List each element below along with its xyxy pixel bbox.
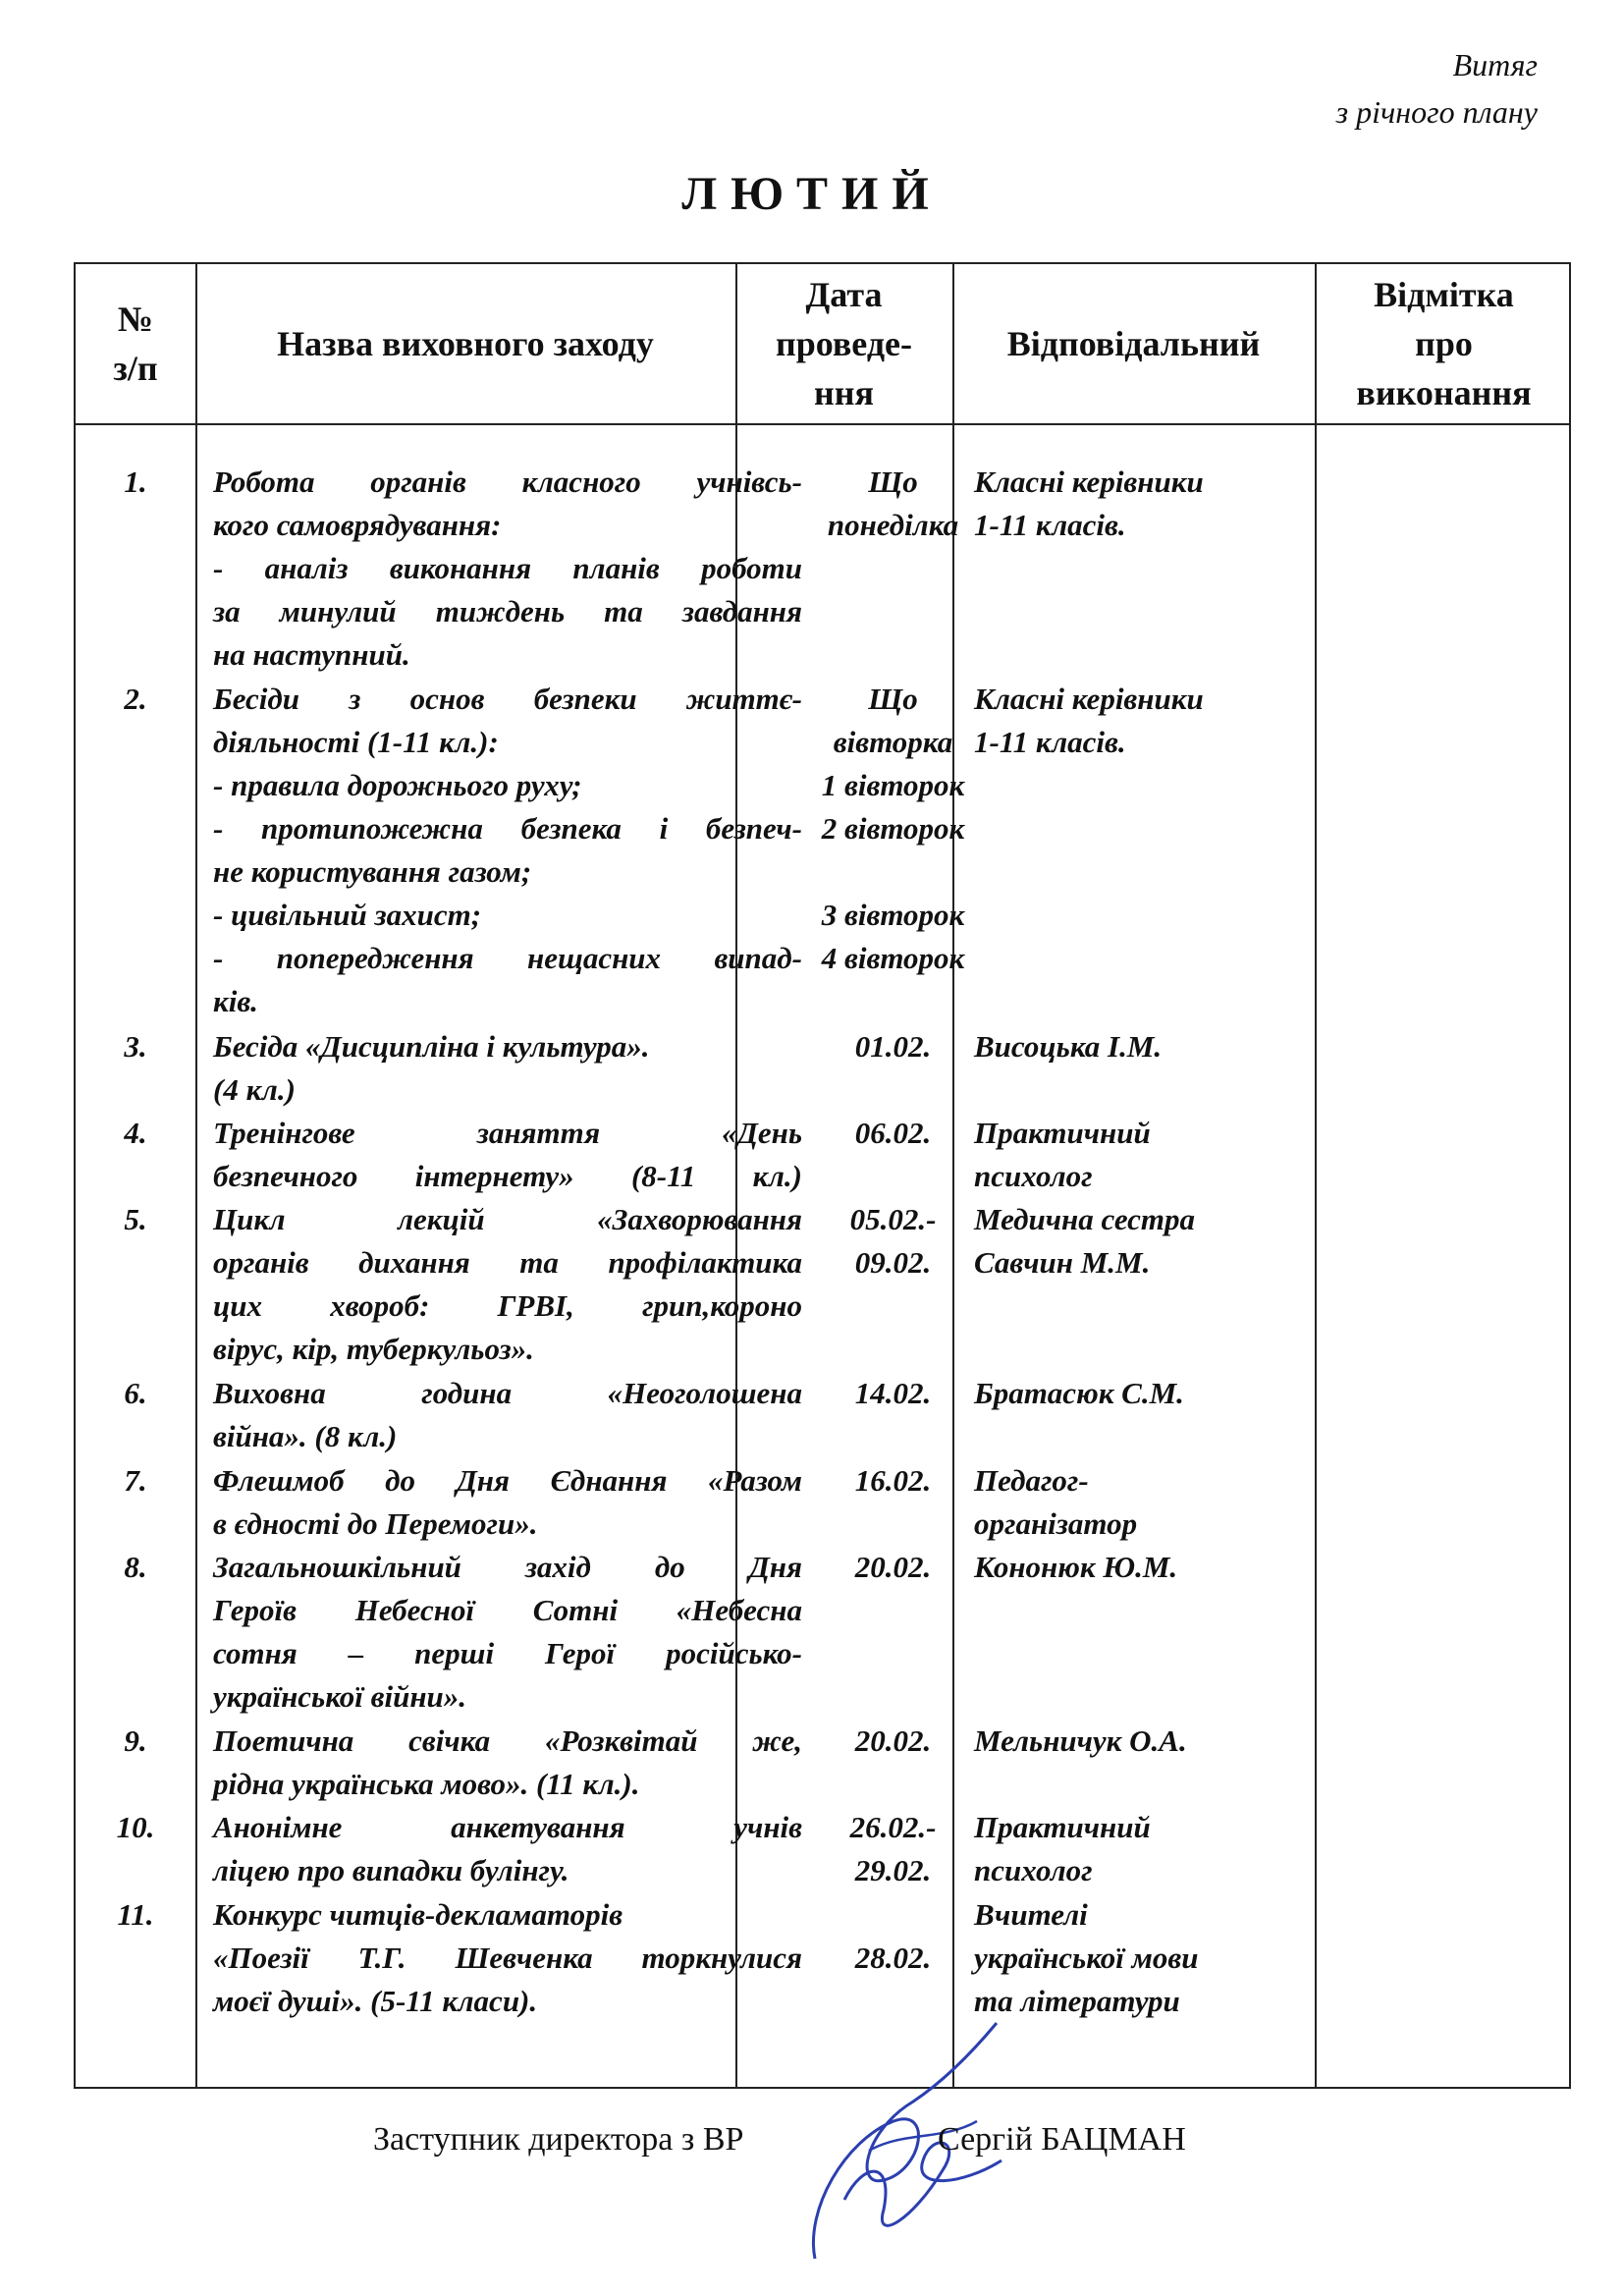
event-name-line: - аналіз виконання планів роботи	[213, 551, 802, 585]
stamp-line-2: з річного плану	[1335, 94, 1538, 130]
event-responsible-line: Братасюк С.М.	[974, 1376, 1184, 1411]
event-name-line: в єдності до Перемоги».	[213, 1505, 538, 1541]
event-responsible-line: Вчителі	[974, 1896, 1088, 1932]
event-date-line: 26.02.-	[849, 1810, 937, 1845]
event-responsible-line: Практичний	[974, 1116, 1151, 1150]
event-date-line: 01.02.	[854, 1028, 932, 1064]
header-line: №	[117, 300, 154, 339]
event-name-line: Загальношкільний захід до Дня	[213, 1550, 802, 1584]
event-date-line: 2 вівторок	[821, 811, 965, 846]
header-name	[195, 264, 735, 423]
event-date-line: 09.02.	[854, 1245, 932, 1281]
event-name-line: ліцею про випадки булінгу.	[213, 1853, 569, 1888]
event-name-line: - правила дорожнього руху;	[213, 768, 582, 802]
event-date-line: 05.02.-	[849, 1202, 937, 1237]
event-name-line: - протипожежна безпека і безпеч-	[213, 811, 802, 846]
event-responsible	[974, 678, 1308, 764]
event-date-line: 20.02.	[854, 1722, 932, 1758]
event-name-line: Цикл лекцій «Захворювання	[213, 1202, 802, 1237]
event-name-line: органів дихання та профілактика	[213, 1245, 802, 1281]
event-date-line: вівторка	[833, 725, 953, 759]
event-date-line: 14.02.	[854, 1376, 932, 1411]
event-name	[213, 678, 802, 1023]
event-responsible	[974, 1198, 1308, 1285]
row-number: 7.	[124, 1462, 147, 1498]
event-responsible-line: Класні керівники	[974, 682, 1204, 716]
event-responsible	[974, 1025, 1308, 1068]
header-date	[735, 264, 952, 423]
event-responsible-line: Савчин М.М.	[974, 1245, 1151, 1281]
event-name-line: на наступний.	[213, 637, 410, 672]
event-responsible-line: Практичний	[974, 1810, 1151, 1845]
event-responsible-line: української мови	[974, 1940, 1199, 1975]
event-responsible-line: Педагог-	[974, 1462, 1089, 1498]
event-responsible-line: 1-11 класів.	[974, 725, 1126, 759]
event-responsible	[974, 461, 1308, 547]
event-date-line: понеділка	[827, 508, 959, 542]
event-name-line: Анонімне анкетування учнів	[213, 1810, 802, 1845]
signatory-name: Сергій БАЦМАН	[938, 2121, 1186, 2158]
event-name-line: рідна українська мово». (11 кл.).	[213, 1766, 640, 1801]
header-num	[76, 264, 195, 423]
header-line: проведе-	[776, 324, 912, 363]
event-name	[213, 1372, 802, 1458]
event-responsible-line: 1-11 класів.	[974, 508, 1126, 542]
header-line: про	[1415, 324, 1473, 363]
row-number: 11.	[117, 1896, 154, 1932]
event-responsible-line: Кононюк Ю.М.	[974, 1550, 1178, 1584]
event-name	[213, 1720, 802, 1806]
event-date-line: Що	[868, 465, 918, 499]
event-name-line: Поетична свічка «Розквітай же,	[213, 1722, 802, 1758]
event-responsible	[974, 1806, 1308, 1892]
event-name-line: Бесіди з основ безпеки життє-	[213, 682, 802, 716]
event-name-line: за минулий тиждень та завдання	[213, 594, 802, 629]
event-date-line: 1 вівторок	[821, 768, 965, 802]
event-name-line: (4 кл.)	[213, 1071, 296, 1107]
row-number: 10.	[116, 1810, 155, 1845]
event-name-line: діяльності (1-11 кл.):	[213, 725, 499, 759]
header-divider	[76, 423, 1569, 425]
event-name-line: кого самоврядування:	[213, 508, 502, 542]
header-line: Відповідальний	[1006, 324, 1261, 363]
event-date-line	[753, 850, 1033, 894]
event-name-line: цих хвороб: ГРВІ, грип,короно	[213, 1288, 802, 1324]
event-responsible-line: Мельничук О.А.	[974, 1722, 1187, 1758]
event-responsible	[974, 1372, 1308, 1415]
event-name	[213, 1546, 802, 1719]
event-name-line: Робота органів класного учнівсь-	[213, 465, 802, 499]
event-date-line: 20.02.	[854, 1550, 932, 1584]
row-number: 1.	[124, 465, 147, 499]
row-number: 8.	[124, 1550, 147, 1584]
event-responsible-line: Класні керівники	[974, 465, 1204, 499]
column-divider	[1315, 264, 1317, 2087]
signatory-position: Заступник директора з ВР	[373, 2121, 744, 2158]
header-mark	[1315, 264, 1573, 423]
event-responsible	[974, 1459, 1308, 1546]
event-name-line: ків.	[213, 984, 258, 1018]
event-responsible-line: Висоцька І.М.	[974, 1028, 1163, 1064]
event-name	[213, 1112, 802, 1198]
events-table	[74, 262, 1571, 2089]
event-name	[213, 1025, 802, 1112]
row-number: 5.	[124, 1202, 147, 1237]
event-name	[213, 1806, 802, 1892]
event-name-line: не користування газом;	[213, 854, 532, 889]
event-name-line: Конкурс читців-декламаторів	[213, 1896, 623, 1932]
event-name	[213, 461, 802, 677]
event-date-line: 16.02.	[854, 1462, 932, 1498]
event-date-line: 4 вівторок	[821, 941, 965, 975]
column-divider	[195, 264, 197, 2087]
event-date-line: 29.02.	[854, 1853, 932, 1888]
row-number: 4.	[124, 1116, 147, 1150]
header-line: Назва виховного заходу	[277, 324, 654, 363]
event-name-line: Бесіда «Дисципліна і культура».	[213, 1028, 650, 1064]
event-name-line: - попередження нещасних випад-	[213, 941, 802, 975]
event-responsible-line: Медична сестра	[974, 1202, 1196, 1237]
event-name	[213, 1893, 802, 2023]
event-responsible	[974, 1720, 1308, 1763]
event-name-line: безпечного інтернету» (8-11 кл.)	[213, 1159, 802, 1193]
header-line: Дата	[805, 275, 883, 314]
event-responsible	[974, 1546, 1308, 1589]
event-responsible	[974, 1112, 1308, 1198]
event-name	[213, 1459, 802, 1546]
event-date-line: 28.02.	[854, 1940, 932, 1975]
row-number: 3.	[124, 1028, 147, 1064]
event-name-line: Героїв Небесної Сотні «Небесна	[213, 1593, 802, 1627]
event-name-line: Флешмоб до Дня Єднання «Разом	[213, 1462, 802, 1498]
event-name-line: української війни».	[213, 1679, 467, 1714]
event-responsible-line: та літератури	[974, 1983, 1180, 2018]
extract-stamp	[1336, 41, 1538, 136]
row-number: 2.	[124, 682, 147, 716]
event-date-line: 06.02.	[854, 1116, 932, 1150]
event-name-line: - цивільний захист;	[213, 898, 482, 932]
event-date-line: Що	[868, 682, 918, 716]
event-responsible-line: організатор	[974, 1505, 1138, 1541]
event-name-line: вірус, кір, туберкульоз».	[213, 1332, 534, 1367]
header-responsible	[952, 264, 1315, 423]
event-responsible-line: психолог	[974, 1159, 1093, 1193]
event-responsible-line: психолог	[974, 1853, 1093, 1888]
header-line: з/п	[113, 349, 158, 388]
header-line: Відмітка	[1374, 275, 1514, 314]
event-name-line: «Поезії Т.Г. Шевченка торкнулися	[213, 1940, 802, 1975]
event-date-line: 3 вівторок	[821, 898, 965, 932]
header-line: виконання	[1356, 373, 1532, 412]
row-number: 9.	[124, 1722, 147, 1758]
event-name-line: моєї душі». (5-11 класи).	[213, 1983, 538, 2018]
event-name-line: сотня – перші Герої російсько-	[213, 1636, 802, 1670]
page-title: ЛЮТИЙ	[681, 168, 943, 220]
event-name-line: Тренінгове заняття «День	[213, 1116, 802, 1150]
header-line: ння	[814, 373, 874, 412]
event-name	[213, 1198, 802, 1371]
event-responsible	[974, 1893, 1308, 2023]
event-name-line: війна». (8 кл.)	[213, 1419, 398, 1454]
event-name-line: Виховна година «Неоголошена	[213, 1376, 802, 1411]
row-number: 6.	[124, 1376, 147, 1411]
stamp-line-1: Витяг	[1452, 47, 1538, 82]
